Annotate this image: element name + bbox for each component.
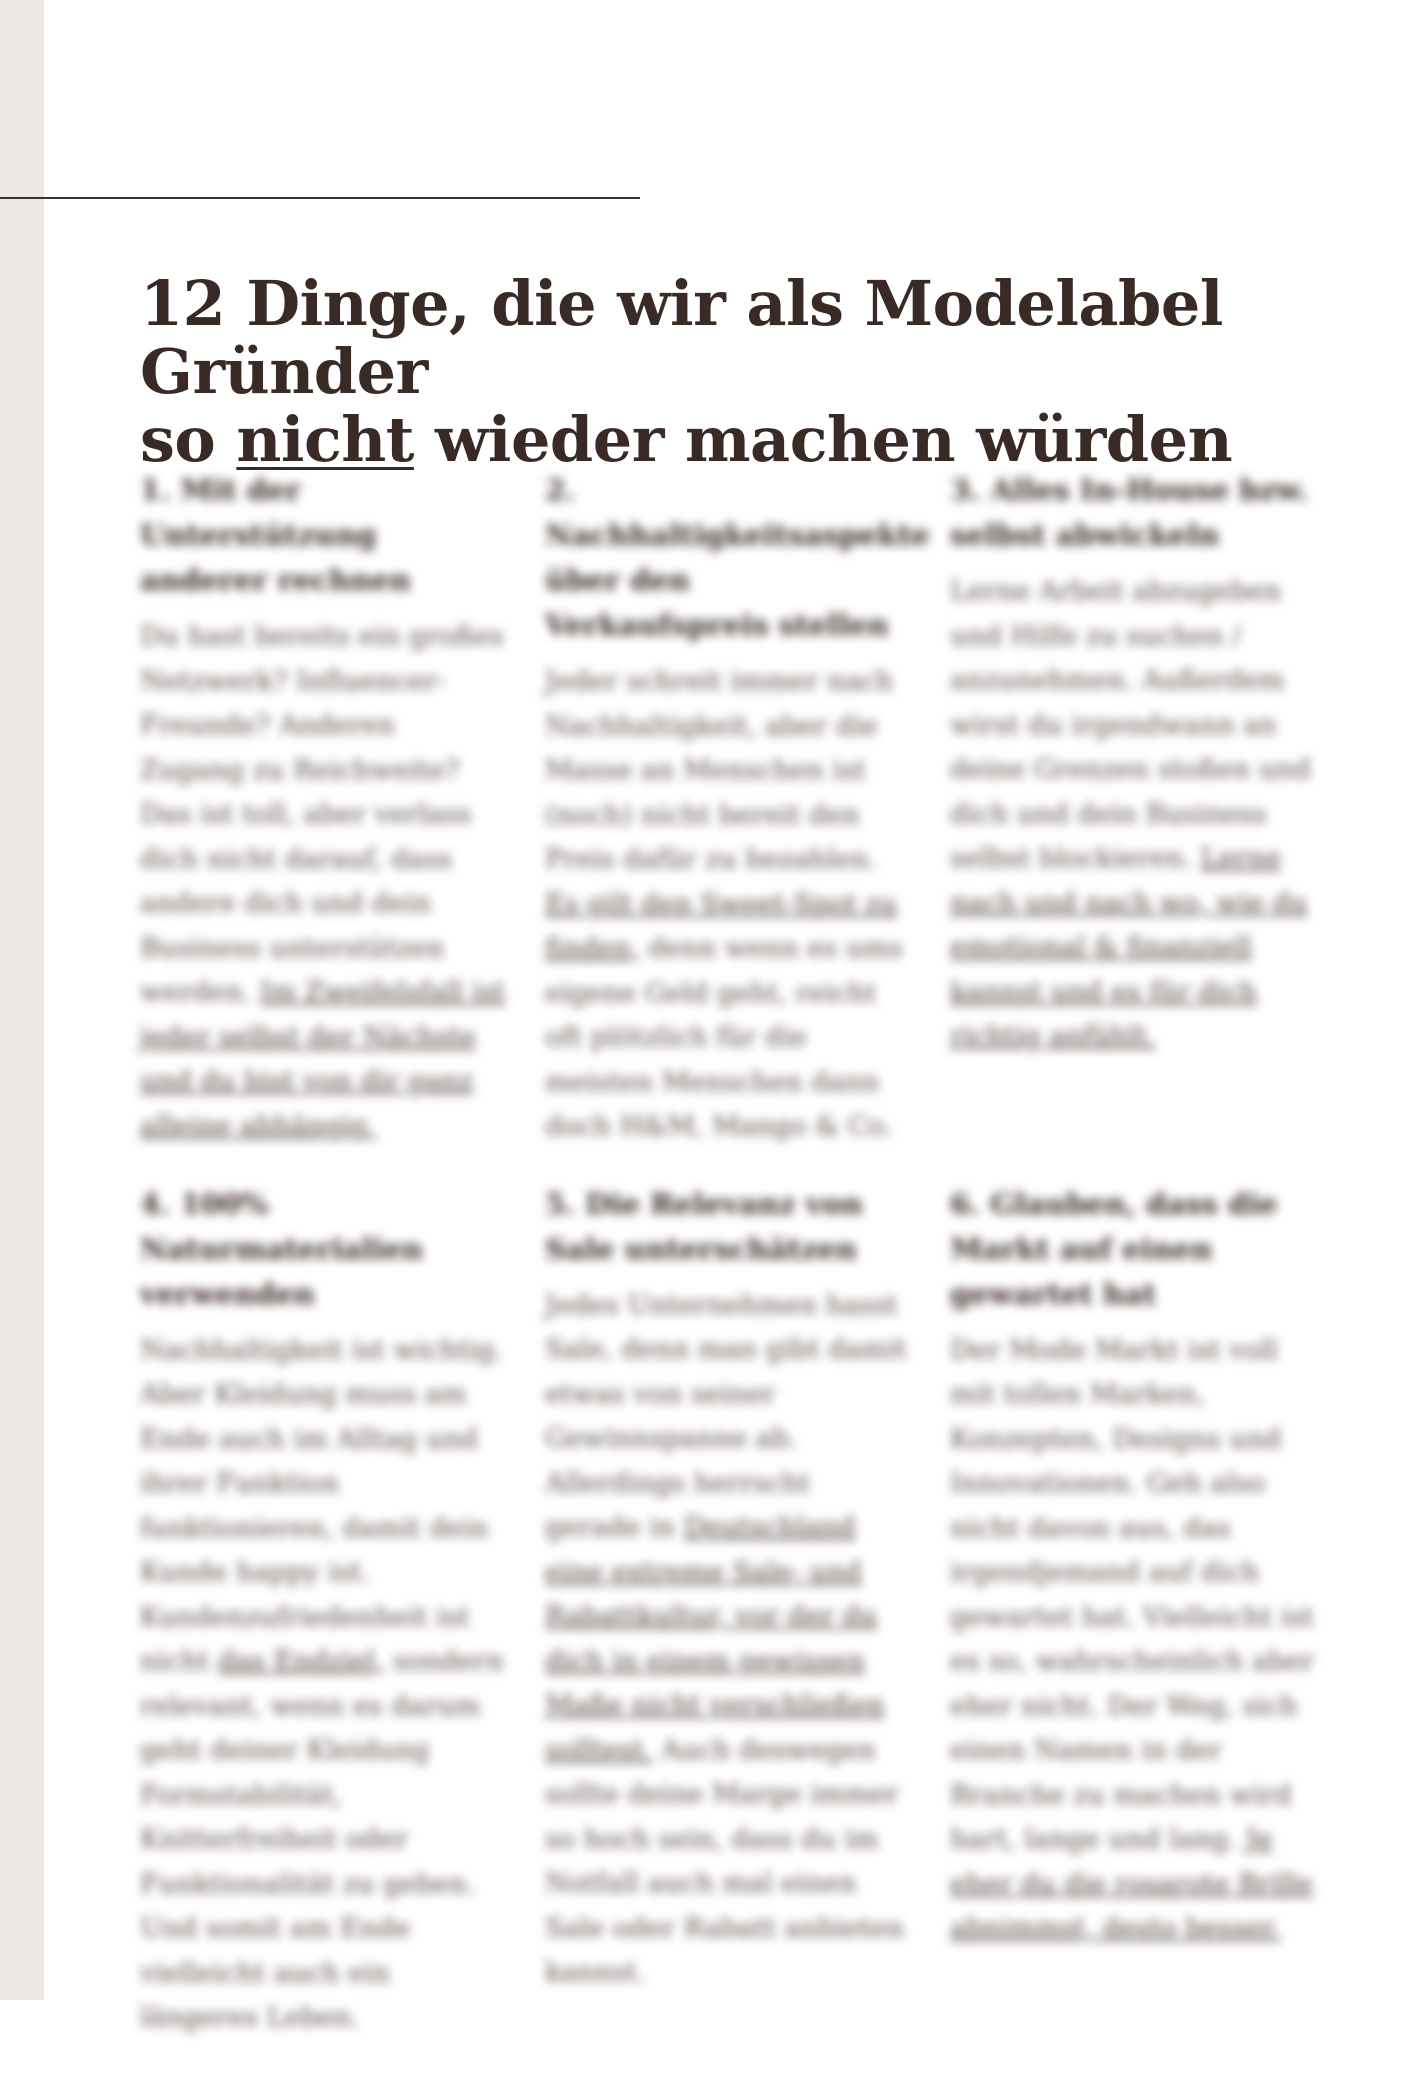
tip-body xyxy=(140,1329,505,2041)
tip-3 xyxy=(950,468,1315,1150)
tip-body xyxy=(140,615,505,1149)
tip-2 xyxy=(545,468,930,1150)
tip-emphasis-link: das Endziel, xyxy=(217,1646,385,1677)
tip-emphasis-link: Lerne nach und nach wo, wie du emotional & finanziell kannst und es für dich richtig anfühlt. xyxy=(950,843,1308,1052)
tip-title: 1. Mit der Unterstützung anderer rechnen xyxy=(140,473,411,597)
tip-emphasis-link: Im Zweifelsfall ist jeder selbst der Nächste und du bist von dir ganz alleine abhängig. xyxy=(140,977,505,1142)
tip-title: 3. Alles In-House bzw. selbst abwickeln xyxy=(950,473,1309,552)
tip-body xyxy=(950,1329,1315,1952)
tip-text-continued: sondern relevant, wenn es darum geht deiner Kleidung Formstabilität, Knitterfreiheit oder Funktionalität zu geben. Und somit am Ende vielleicht auch ein längeres Leben. xyxy=(140,1646,504,2033)
tip-body xyxy=(545,660,910,1150)
tip-text: Der Mode Markt ist voll mit tollen Marken, Konzepten, Designs und Innovationen. Geh also nicht davon aus, das irgendjemand auf dich gewartet hat. Vielleicht ist es so, wahrscheinlich aber eher nicht. Der Weg, sich einen Namen in der Branche zu machen wird hart, lange und lang. xyxy=(950,1334,1315,1855)
tip-title: 6. Glauben, dass die Markt auf einen gewartet hat xyxy=(950,1186,1278,1311)
tip-body xyxy=(950,570,1315,1060)
tip-emphasis-link: Deutschland eine extreme Sale- und Rabattkultur, vor der du dich in einem gewissen Maße nicht verschließen solltest. xyxy=(545,1512,885,1766)
tip-title: 5. Die Relevanz von Sale unterschätzen xyxy=(545,1186,863,1266)
tips-grid xyxy=(140,468,1340,2073)
tip-1 xyxy=(140,468,505,1150)
tip-4 xyxy=(140,1182,505,2041)
page-title xyxy=(140,267,1400,476)
tip-body xyxy=(545,1284,910,1996)
top-divider-line xyxy=(0,197,640,199)
tip-text: Jeder schreit immer nach Nachhaltigkeit, aber die Masse an Menschen ist (noch) nicht bereit den Preis dafür zu bezahlen. xyxy=(545,666,894,875)
tip-6 xyxy=(950,1182,1315,2041)
tip-text: Lerne Arbeit abzugeben und Hilfe zu suchen / anzunehmen. Außerdem wirst du irgendwann an deine Grenzen stoßen und dich und dein Business selbst blockieren. xyxy=(950,576,1311,874)
title-line-2-prefix: so xyxy=(140,403,237,476)
title-line-2-suffix: wieder machen würden xyxy=(413,403,1233,476)
tip-text-continued: denn wenn es ums eigene Geld geht, reicht oft plötzlich für die meisten Menschen dann doch H&M, Mango & Co. xyxy=(545,933,903,1142)
left-margin-strip xyxy=(0,0,44,2000)
tip-title: 4. 100% Naturmaterialien verwenden xyxy=(140,1186,424,1311)
title-underlined-word: nicht xyxy=(236,403,414,476)
title-line-1: 12 Dinge, die wir als Modelabel Gründer xyxy=(140,267,1223,408)
tip-emphasis-link: Es gilt den Sweet-Spot zu finden, xyxy=(545,888,897,964)
tip-text: Du hast bereits ein großes Netzwerk? Influencer-Freunde? Anderen Zugang zu Reichweite? Das ist toll, aber verlass dich nicht darauf, dass andere dich und dein Business unterstützen werden. xyxy=(140,621,504,1008)
tip-text: Jedes Unternehmen hasst Sale, denn man gibt damit etwas von seiner Gewinnspanne ab. Allerdings herrscht gerade in xyxy=(545,1289,907,1543)
tip-text: Nachhaltigkeit ist wichtig. Aber Kleidung muss am Ende auch im Alltag und ihrer Funktion funktionieren, damit dein Kunde happy ist. Kundenzufriedenheit ist nicht xyxy=(140,1334,504,1677)
tip-emphasis-link: Je eher du die rosarote Brille abnimmst, desto besser. xyxy=(950,1824,1313,1944)
tip-text-continued: Auch deswegen sollte deine Marge immer so hoch sein, dass du im Notfall auch mal einen Sale oder Rabatt anbieten kannst. xyxy=(545,1734,905,1988)
tip-5 xyxy=(545,1182,910,2041)
tip-title: 2. Nachhaltigkeitsaspekte über den Verkaufspreis stellen xyxy=(545,473,930,642)
